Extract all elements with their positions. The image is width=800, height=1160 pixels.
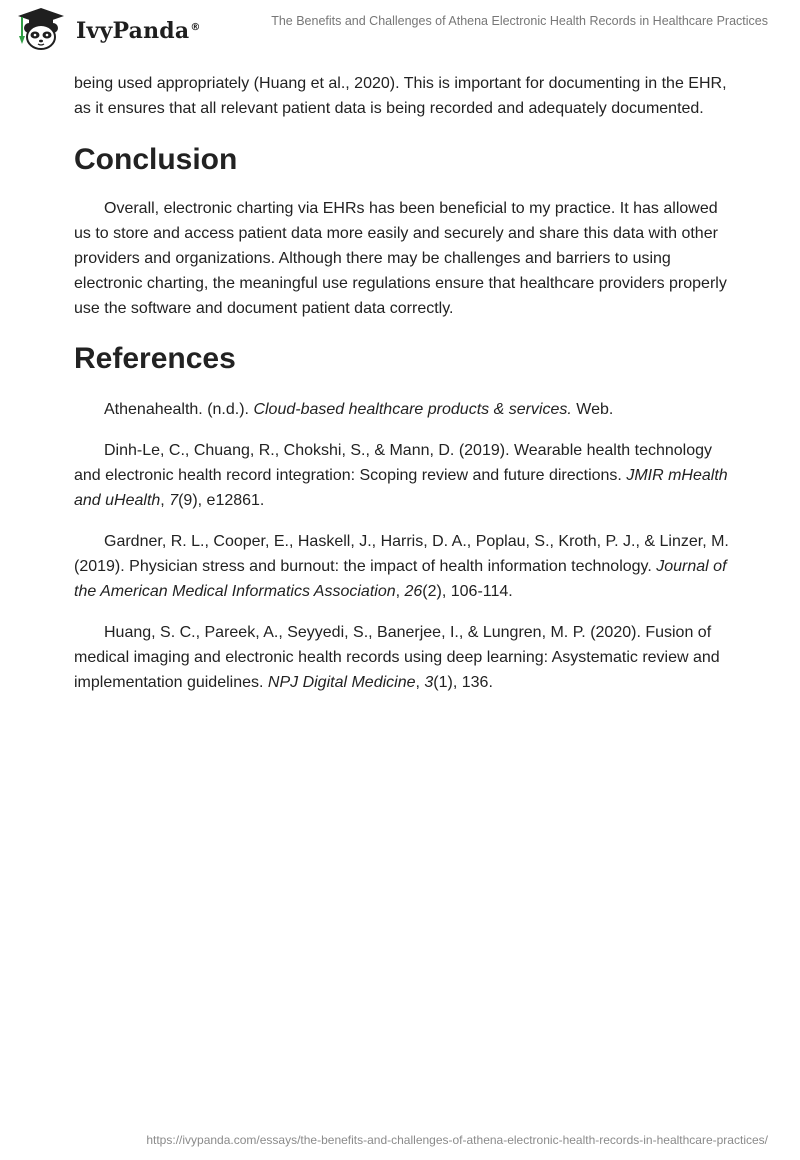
essay-content [74, 71, 734, 711]
page-header [0, 0, 800, 64]
ivypanda-logo[interactable] [14, 6, 201, 52]
references-heading: References [74, 342, 236, 375]
intro-paragraph: being used appropriately (Huang et al., 2020). This is important for documenting in the EHR, as it ensures that all relevant patient data is being recorded and adequately documented. [74, 75, 727, 117]
reference-item: Gardner, R. L., Cooper, E., Haskell, J., Harris, D. A., Poplau, S., Kroth, P. J., & Linzer, M. (2019). Physician stress and burnout: the impact of health information technology. Journal of the American Medical Informatics Association, 26(2), 106-114. [74, 533, 729, 600]
panda-graduate-icon [14, 6, 68, 52]
source-url-link[interactable]: https://ivypanda.com/essays/the-benefits-and-challenges-of-athena-electronic-health-records-in-healthcare-practices/ [146, 1133, 768, 1147]
conclusion-paragraph: Overall, electronic charting via EHRs has been beneficial to my practice. It has allowed us to store and access patient data more easily and securely and share this data with other providers and organizations. Although there may be challenges and barriers to using electronic charting, the meaningful use regulations ensure that healthcare providers properly use the software and document patient data correctly. [74, 200, 727, 317]
logo-text: IvyPanda® [76, 18, 201, 44]
conclusion-heading: Conclusion [74, 143, 238, 176]
document-title: The Benefits and Challenges of Athena Electronic Health Records in Healthcare Practices [271, 14, 768, 28]
reference-item: Huang, S. C., Pareek, A., Seyyedi, S., Banerjee, I., & Lungren, M. P. (2020). Fusion of medical imaging and electronic health records using deep learning: Asystematic review and implementation guidelines. NPJ Digital Medicine, 3(1), 136. [74, 624, 720, 691]
reference-item: Dinh-Le, C., Chuang, R., Chokshi, S., & Mann, D. (2019). Wearable health technology and electronic health record integration: Scoping review and future directions. JMIR mHealth and uHealth, 7(9), e12861. [74, 442, 728, 509]
reference-item: Athenahealth. (n.d.). Cloud-based healthcare products & services. Web. [104, 401, 614, 418]
